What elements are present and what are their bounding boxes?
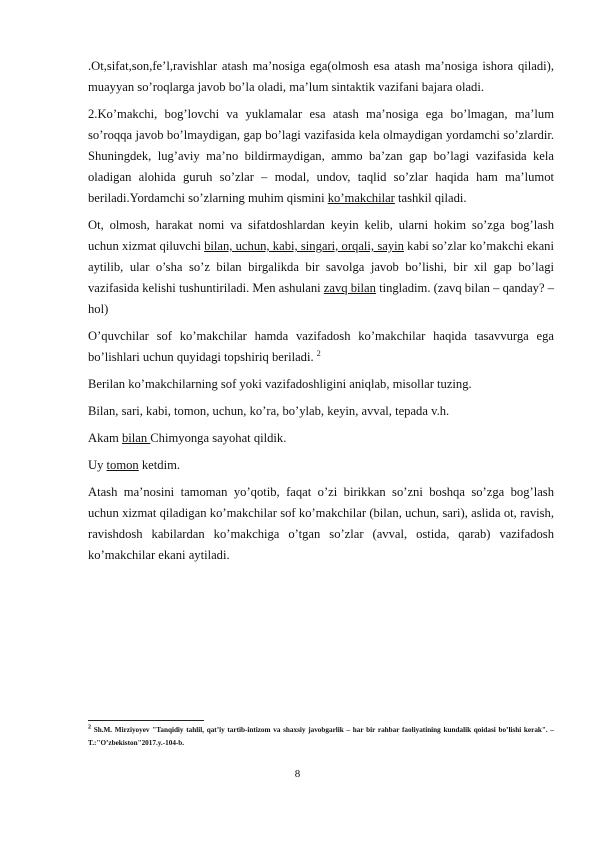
underlined-bilan: bilan [121, 431, 151, 445]
paragraph-4 [88, 326, 554, 368]
paragraph-9: Atash ma’nosini tamoman yo’qotib, faqat o’zi birikkan so’zni boshqa so’zga bog’lash uchun xizmat qiladigan ko’makchilar sof ko’makchilar (bilan, uchun, sari), aslida ot, ravish, ravishdosh kabilardan ko’makchiga o’tgan so’zlar (avval, ostida, qarab) vazifadosh ko’makchilar ekani aytiladi. [88, 485, 554, 562]
paragraph-2-text: 2.Ko’makchi, bog’lovchi va yuklamalar esa atash ma’nosiga ega bo’lmagan, ma’lum so’roqqa javob bo’lmaydigan, gap bo’lagi vazifasida kela olmaydigan yordamchi so’zlardir. Shuningdek, lug’aviy ma’no bildirmaydigan, ammo ba’zan gap bo’lagi vazifasida kela oladigan alohida guruh so’zlar – modal, undov, taqlid so’zlar haqida ham ma’lumot beriladi.Yordamchi so’zlarning muhim qismini [88, 107, 554, 205]
page-body [88, 56, 554, 572]
paragraph-2-end: tashkil qiladi. [394, 191, 467, 205]
paragraph-3-text-b: kabi so’zlar ko’makchi ekani aytilib, ular o’sha so’z bilan birgalikda bir savolga javob bo’lishi, bir xil gap bo’lagi vazifasida kelishi tushuntiriladi. Men ashulani [88, 239, 554, 295]
example-2-text-a: Uy [88, 458, 107, 472]
paragraph-1: .Ot,sifat,son,fe’l,ravishlar atash ma’nosiga ega(olmosh esa atash ma’nosiga ishora qiladi), muayyan so’roqlarga javob bo’la oladi, ma’lum sintaktik vazifani bajara oladi. [88, 59, 554, 94]
example-1 [88, 428, 554, 449]
underlined-term-komakchilar: ko’makchilar [327, 191, 395, 205]
example-1-text-a: Akam [88, 431, 122, 445]
footnote-ref: 2 [316, 348, 321, 358]
task-instruction: Berilan ko’makchilarning sof yoki vazifadoshligini aniqlab, misollar tuzing. [88, 377, 472, 391]
footnote-number: 2 [88, 724, 91, 731]
footnote [88, 724, 554, 750]
word-list: Bilan, sari, kabi, tomon, uchun, ko’ra, bo’ylab, keyin, avval, tepada v.h. [88, 404, 450, 418]
underlined-zavq-bilan: zavq bilan [323, 281, 376, 295]
footnote-text: Sh.M. Mirziyoyev "Tanqidiy tahlil, qat’iy tartib-intizom va shaxsiy javobgarlik – har bir rahbar faoliyatining kundalik qoidasi bo’lishi kerak". –T.:"O’zbekiston"2017.y.-104-b. [88, 726, 554, 747]
paragraph-3-text-a: Ot, olmosh, harakat nomi va sifatdoshlardan keyin kelib, ularni hokim so’zga bog’lash uchun xizmat qiluvchi [88, 218, 554, 253]
underlined-tomon: tomon [106, 458, 139, 472]
page-number: 8 [294, 768, 301, 780]
paragraph-3 [88, 215, 554, 320]
example-1-text-b: Chimyonga sayohat qildik. [150, 431, 287, 445]
example-2-text-b: ketdim. [138, 458, 181, 472]
paragraph-2 [88, 104, 554, 209]
paragraph-3-text-c: tingladim. (zavq bilan – qanday? – hol) [88, 281, 555, 316]
example-2 [88, 455, 554, 476]
underlined-komakchi-list: bilan, uchun, kabi, singari, orqali, sayin [204, 239, 404, 253]
paragraph-4-text: O’quvchilar sof ko’makchilar hamda vazifadosh ko’makchilar haqida tasavvurga ega bo’lishlari uchun quyidagi topshiriq beriladi. [88, 329, 554, 364]
footnote-divider [88, 720, 204, 721]
